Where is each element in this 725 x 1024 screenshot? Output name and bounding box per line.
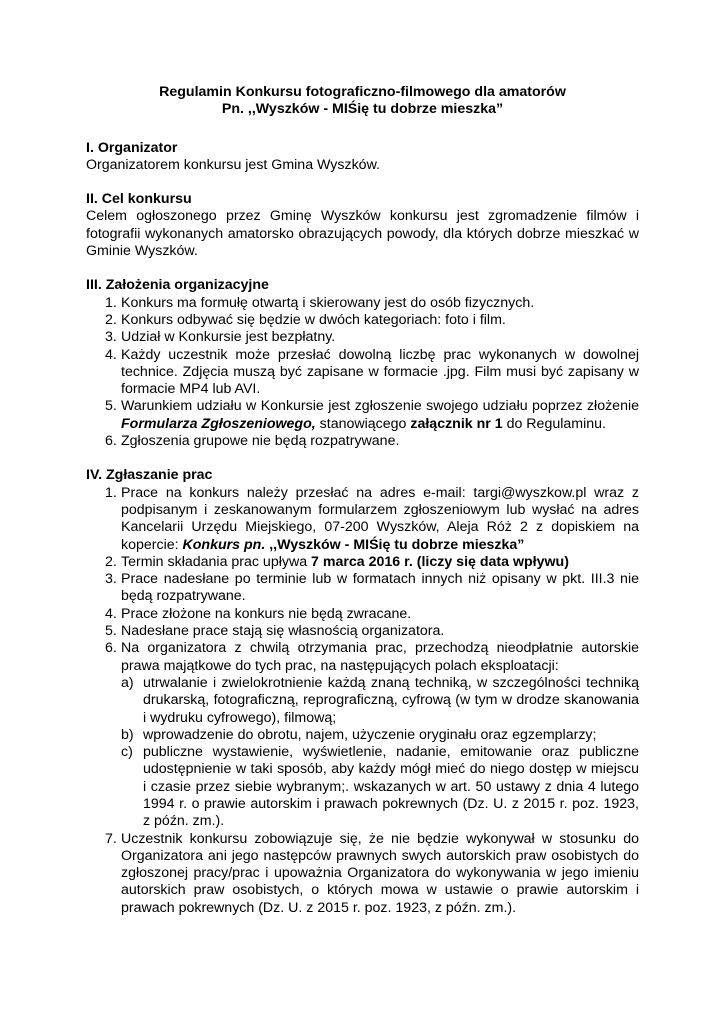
document-title: Regulamin Konkursu fotograficzno-filmowego dla amatorów: [159, 84, 566, 100]
section-1-text: Organizatorem konkursu jest Gmina Wyszków.: [86, 156, 380, 173]
section-2-heading: II. Cel konkursu: [86, 191, 192, 208]
list-item: 5. Nadesłane prace stają się własnością organizatora.: [105, 623, 445, 640]
list-item: 2. Termin składania prac upływa 7 marca 2016 r. (liczy się data wpływu): [105, 553, 569, 570]
document-page: [86, 84, 639, 917]
list-item: 4. Każdy uczestnik może przesłać dowolną liczbę prac wykonanych w dowolnej technice. Zdjęcia muszą być zapisane w formacie .jpg. Film musi być zapisany w formacie MP4 lub AVI.: [105, 346, 639, 398]
list-item: 4. Prace złożone na konkurs nie będą zwracane.: [105, 605, 412, 622]
sub-list-item: b) wprowadzenie do obrotu, najem, użyczenie oryginału oraz egzemplarzy;: [121, 726, 597, 743]
section-3-list: [86, 295, 639, 451]
sub-list: [121, 675, 639, 831]
sub-list-item: c) publiczne wystawienie, wyświetlenie, nadanie, emitowanie oraz publiczne udostępnienie w taki sposób, aby każdy mógł mieć do niego dostęp w miejscu i czasie przez siebie wybranym;. wskazanych w art. 50 ustawy z dnia 4 lutego 1994 r. o prawie autorskim i prawach pokrewnych (Dz. U. z 2015 r. poz. 1923, z późn. zm.).: [121, 744, 639, 830]
list-item: 7. Uczestnik konkursu zobowiązuje się, że nie będzie wykonywał w stosunku do Organizatora ani jego następców prawnych swych autorskich praw osobistych do zgłoszonej pracy/prac i upoważnia Organizatora do wykonywania w jego imieniu autorskich praw osobistych, o których mowa w ustawie o prawie autorskim i prawach pokrewnych (Dz. U. z 2015 r. poz. 1923, z późn. zm.).: [105, 830, 639, 916]
section-2-text: Celem ogłoszonego przez Gminę Wyszków konkursu jest zgromadzenie filmów i fotografii wykonanych amatorsko obrazujących powody, dla których dobrze mieszkać w Gminie Wyszków.: [86, 208, 639, 260]
list-item: 6. Na organizatora z chwilą otrzymania prac, przechodzą nieodpłatnie autorskie prawa majątkowe do tych prac, na następujących polach eksploatacji: a) utrwalanie i zwielokrotnienie każdą znaną techniką, w szczególności techniką drukarską, fotograficzną, reprograficzną, cyfrową (w tym w drodze skanowania i wydruku cyfrowego), filmową; b) wprowadzenie do obrotu, najem, użyczenie oryginału oraz egzemplarzy; c) publiczne wystawienie, wyświetlenie, nadanie, emitowanie oraz publiczne udostępnienie w taki sposób, aby każdy mógł mieć do niego dostęp w miejscu i czasie przez siebie wybranym;. wskazanych w art. 50 ustawy z dnia 4 lutego 1994 r. o prawie autorskim i prawach pokrewnych (Dz. U. z 2015 r. poz. 1923, z późn. zm.).: [105, 640, 639, 830]
list-item: 3. Prace nadesłane po terminie lub w formatach innych niż opisany w pkt. III.3 nie będą rozpatrywane.: [105, 571, 639, 605]
section-3-heading: III. Założenia organizacyjne: [86, 277, 269, 294]
section-4-list: [86, 485, 639, 917]
section-4-heading: IV. Zgłaszanie prac: [86, 467, 213, 484]
section-1-heading: I. Organizator: [86, 139, 178, 156]
list-item: 5. Warunkiem udziału w Konkursie jest zgłoszenie swojego udziału poprzez złożenie Formularza Zgłoszeniowego, stanowiącego załącznik nr 1 do Regulaminu.: [105, 398, 639, 432]
list-item: 1. Prace na konkurs należy przesłać na adres e-mail: targi@wyszkow.pl wraz z podpisanym i zeskanowanym formularzem zgłoszeniowym lub wysłać na adres Kancelarii Urzędu Miejskiego, 07-200 Wyszków, Aleja Róż 2 z dopiskiem na kopercie: Konkurs pn. ,,Wyszków - MIŚię tu dobrze mieszka”: [105, 484, 639, 553]
list-item: 3. Udział w Konkursie jest bezpłatny.: [105, 329, 336, 346]
list-item: 6. Zgłoszenia grupowe nie będą rozpatrywane.: [105, 433, 400, 450]
list-item: 1. Konkurs ma formułę otwartą i skierowany jest do osób fizycznych.: [105, 294, 535, 311]
list-item: 2. Konkurs odbywać się będzie w dwóch kategoriach: foto i film.: [105, 311, 506, 328]
sub-list-item: a) utrwalanie i zwielokrotnienie każdą znaną techniką, w szczególności techniką drukarską, fotograficzną, reprograficzną, cyfrową (w tym w drodze skanowania i wydruku cyfrowego), filmową;: [121, 674, 639, 726]
document-subtitle: Pn. ,,Wyszków - MIŚię tu dobrze mieszka”: [221, 101, 504, 118]
